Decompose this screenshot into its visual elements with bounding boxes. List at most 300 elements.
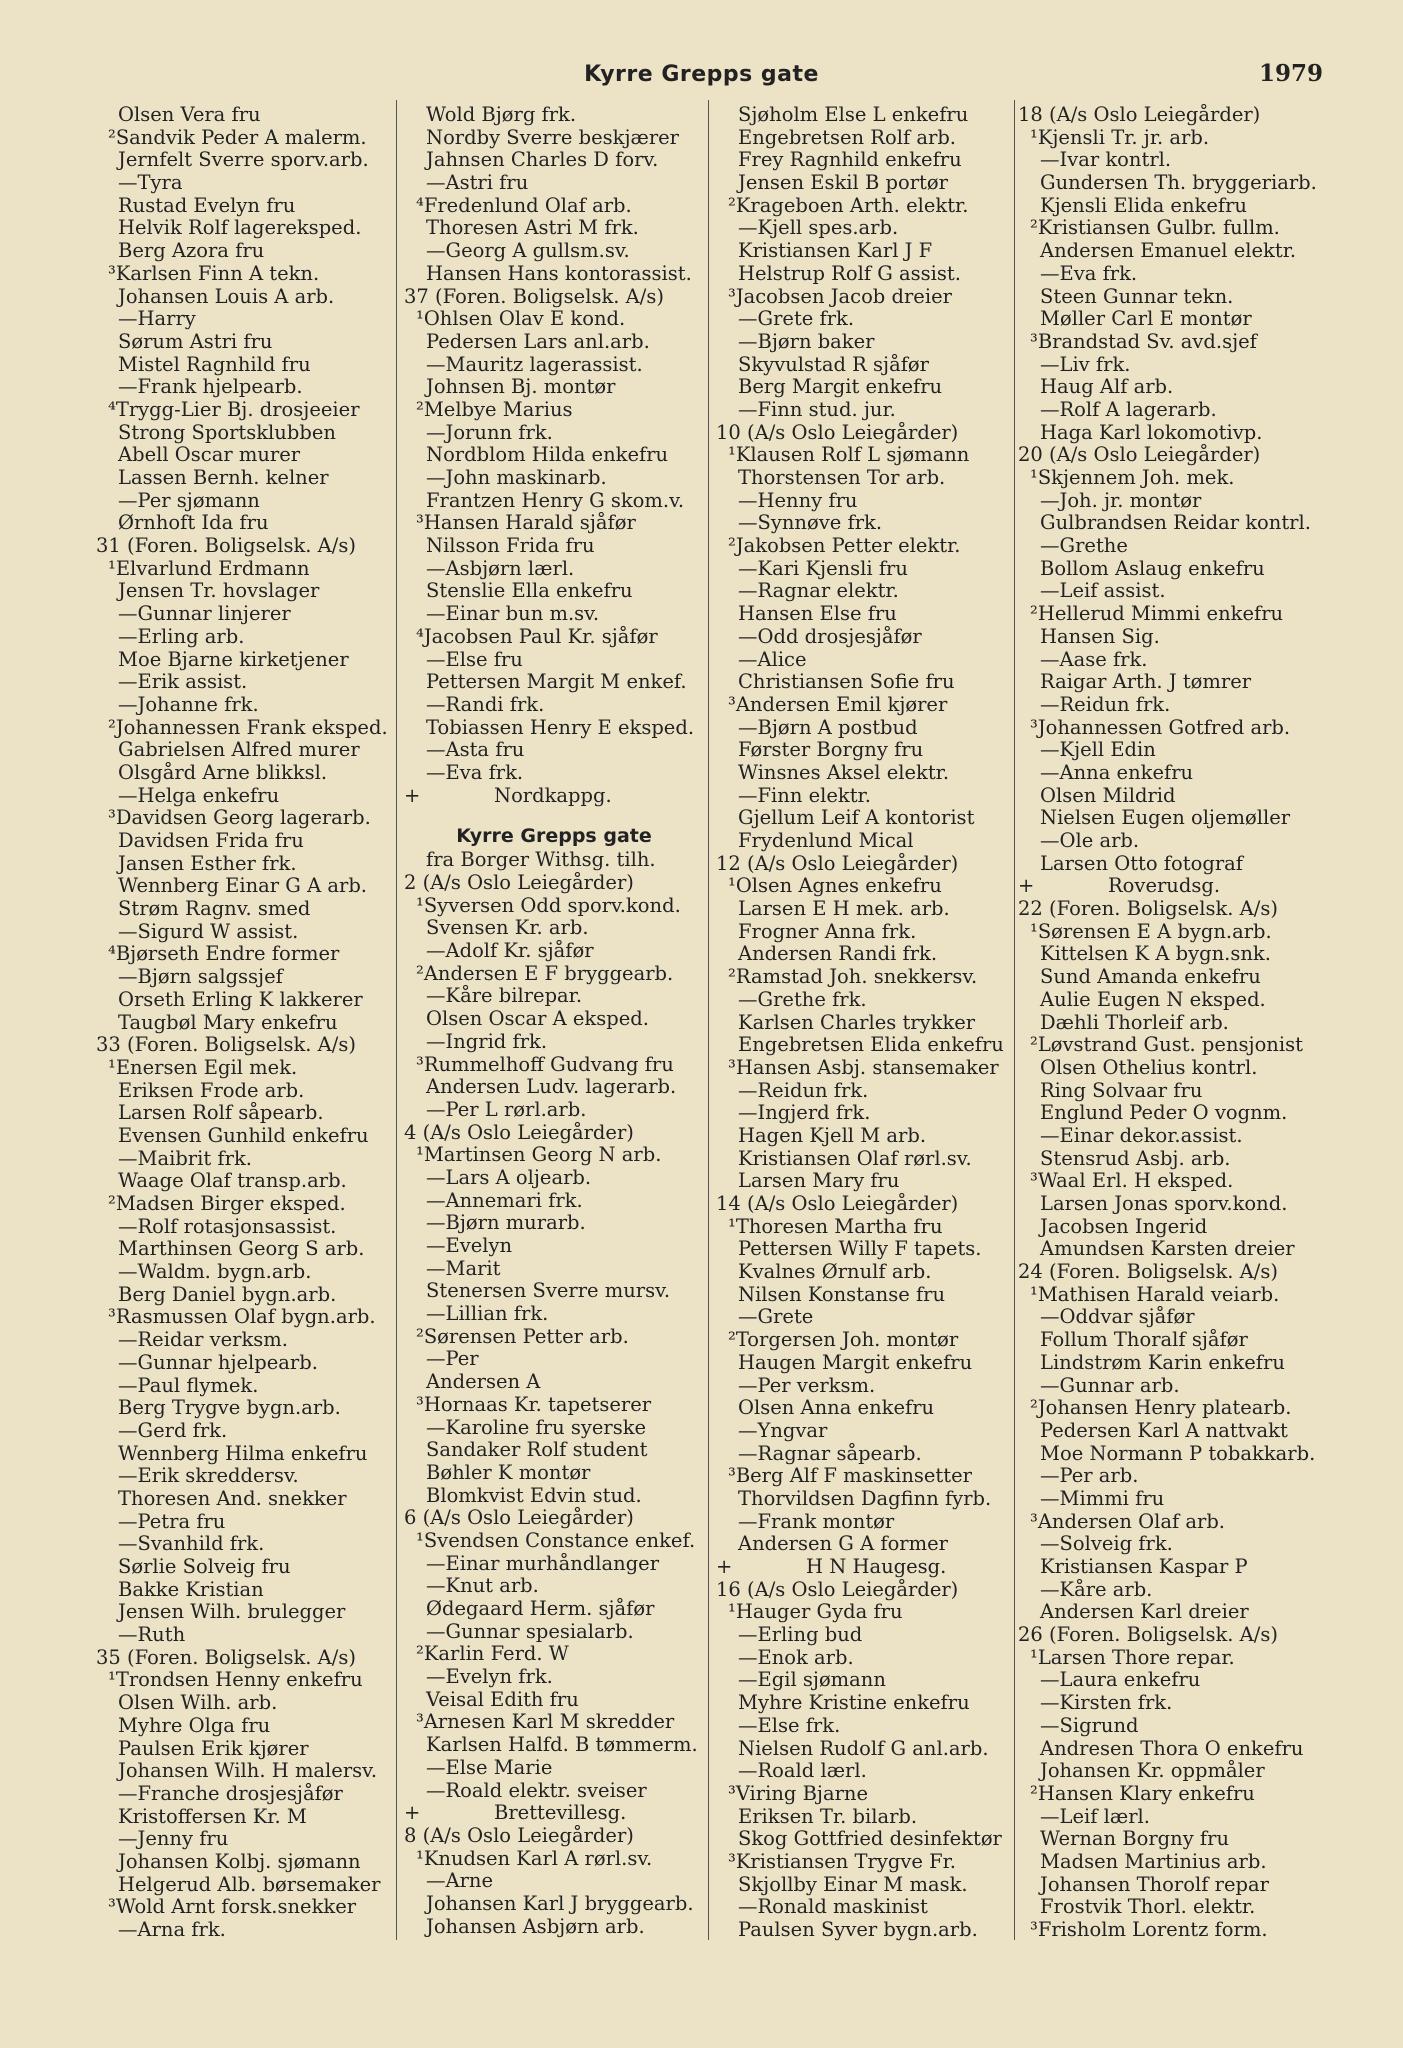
resident-entry: ¹Kjensli Tr. jr. arb. [1030, 126, 1210, 149]
resident-entry: —Erling bud [738, 1624, 863, 1647]
resident-entry: —Ronald maskinist [738, 1896, 928, 1919]
house-number-entry: 18 (A/s Oslo Leiegårder) [1018, 104, 1261, 126]
resident-entry: Olsgård Arne blikksl. [118, 761, 328, 784]
resident-entry: Davidsen Frida fru [118, 830, 304, 852]
resident-entry: Steen Gunnar tekn. [1040, 285, 1234, 308]
house-number-entry: 26 (Foren. Boligselsk. A/s) [1018, 1624, 1278, 1647]
resident-entry: ³Waal Erl. H eksped. [1030, 1170, 1234, 1193]
resident-entry: Aulie Eugen N eksped. [1040, 988, 1266, 1011]
resident-entry: Helvik Rolf lagereksped. [118, 217, 362, 240]
resident-entry: —Gunnar arb. [1040, 1374, 1180, 1397]
resident-entry: —Eva frk. [1040, 262, 1138, 285]
resident-entry: ²Kristiansen Gulbr. fullm. [1030, 217, 1280, 240]
resident-entry: ³Wold Arnt forsk.snekker [108, 1896, 357, 1919]
running-title: Kyrre Grepps gate [584, 62, 819, 87]
resident-entry: Haugen Margit enkefru [738, 1351, 973, 1374]
resident-entry: Ørnhoft Ida fru [118, 512, 269, 535]
resident-entry: Hansen Sig. [1040, 625, 1160, 648]
resident-entry: —Bjørn baker [738, 330, 875, 353]
resident-entry: Strøm Ragnv. smed [118, 898, 311, 921]
house-number-entry: 8 (A/s Oslo Leiegårder) [404, 1824, 634, 1847]
resident-entry: Olsen Anna enkefru [738, 1397, 935, 1420]
resident-entry: ¹Knudsen Karl A rørl.sv. [416, 1847, 653, 1870]
resident-entry: Nordblom Hilda enkefru [426, 444, 669, 467]
resident-entry: Engebretsen Elida enkefru [738, 1034, 1004, 1057]
resident-entry: Nilsson Frida fru [426, 535, 595, 558]
cross-street [404, 785, 704, 808]
resident-entry: —Astri fru [426, 172, 529, 195]
resident-entry: Olsen Oscar A eksped. [426, 1008, 649, 1031]
resident-entry: —Einar bun m.sv. [426, 603, 600, 626]
resident-entry: Berg Daniel bygn.arb. [118, 1283, 337, 1306]
resident-entry: —Ragnar såpearb. [738, 1442, 922, 1465]
resident-entry: —Ivar kontrl. [1040, 149, 1172, 172]
resident-entry: —Knut arb. [426, 1575, 539, 1598]
resident-entry: Johansen Karl J bryggearb. [426, 1892, 694, 1915]
resident-entry: Helstrup Rolf G assist. [738, 262, 961, 285]
resident-entry: —Finn stud. jur. [738, 398, 896, 421]
resident-entry: Moe Bjarne kirketjener [118, 648, 349, 671]
resident-entry: Wold Bjørg frk. [426, 104, 577, 126]
cross-street-name: Brettevillesg. [494, 1802, 627, 1825]
resident-entry: ³Hansen Harald sjåfør [416, 512, 636, 535]
resident-entry: Skjollby Einar M mask. [738, 1873, 968, 1896]
resident-entry: ¹Martinsen Georg N arb. [416, 1144, 662, 1167]
resident-entry: —Odd drosjesjåfør [738, 625, 922, 648]
resident-entry: ⁴Trygg-Lier Bj. drosjeeier [108, 398, 360, 421]
resident-entry: Pedersen Lars anl.arb. [426, 330, 650, 353]
resident-entry: —Lars A oljearb. [426, 1166, 592, 1189]
resident-entry: —Erik skreddersv. [118, 1465, 299, 1488]
column-rule [708, 100, 709, 1940]
resident-entry: Karlsen Charles trykker [738, 1011, 976, 1034]
resident-entry: Stensrud Asbj. arb. [1040, 1147, 1231, 1170]
resident-entry: —Bjørn A postbud [738, 716, 918, 739]
resident-entry: ⁴Fredenlund Olaf arb. [416, 194, 632, 217]
resident-entry: ²Løvstrand Gust. pensjonist [1030, 1034, 1303, 1057]
resident-entry: ¹Thoresen Martha fru [728, 1215, 943, 1238]
house-number-entry: 35 (Foren. Boligselsk. A/s) [96, 1646, 356, 1669]
resident-entry: Wernan Borgny fru [1040, 1828, 1230, 1851]
resident-entry: Frostvik Thorl. elektr. [1040, 1896, 1256, 1919]
resident-entry: ²Karlin Ferd. W [416, 1643, 569, 1666]
house-number-entry: 37 (Foren. Boligselsk. A/s) [404, 285, 664, 308]
resident-entry: Larsen E H mek. arb. [738, 898, 950, 921]
resident-entry: —Oddvar sjåfør [1040, 1306, 1195, 1329]
resident-entry: Helgerud Alb. børsemaker [118, 1873, 381, 1896]
resident-entry: Skog Gottfried desinfektør [738, 1828, 1002, 1851]
resident-entry: —Reidun frk. [1040, 693, 1171, 716]
resident-entry: —Maibrit frk. [118, 1147, 252, 1170]
resident-entry: Kvalnes Ørnulf arb. [738, 1261, 932, 1284]
resident-entry: Marthinsen Georg S arb. [118, 1238, 365, 1261]
page-number: 1979 [1258, 60, 1323, 87]
resident-entry: ¹Elvarlund Erdmann [108, 557, 310, 580]
resident-entry: Gundersen Th. bryggeriarb. [1040, 172, 1317, 195]
column-3 [716, 104, 1018, 1944]
page-header [0, 54, 1403, 94]
resident-entry: ³Johannessen Gotfred arb. [1030, 716, 1291, 739]
resident-entry: —Roald lærl. [738, 1760, 867, 1783]
resident-entry: ³Andersen Olaf arb. [1030, 1510, 1225, 1533]
resident-entry: Taugbøl Mary enkefru [118, 1011, 338, 1034]
resident-entry: —Randi frk. [426, 693, 545, 716]
resident-entry: Svensen Kr. arb. [426, 917, 589, 940]
resident-entry: —Mauritz lagerassist. [426, 353, 643, 376]
street-heading: Kyrre Grepps gate [456, 825, 652, 848]
house-number-entry: 22 (Foren. Boligselsk. A/s) [1018, 898, 1278, 921]
resident-entry: —Kåre bilrepar. [426, 985, 583, 1008]
resident-entry: Berg Trygve bygn.arb. [118, 1397, 341, 1420]
house-number-entry: 4 (A/s Oslo Leiegårder) [404, 1121, 634, 1144]
resident-entry: ¹Sørensen E A bygn.arb. [1030, 920, 1272, 943]
resident-entry: —Ruth [118, 1624, 186, 1647]
resident-entry: Nordby Sverre beskjærer [426, 126, 680, 149]
house-number-entry: 20 (A/s Oslo Leiegårder) [1018, 444, 1261, 467]
resident-entry: ¹Klausen Rolf L sjømann [728, 444, 970, 467]
resident-entry: —Aase frk. [1040, 648, 1148, 671]
resident-entry: Waage Olaf transp.arb. [118, 1170, 347, 1193]
resident-entry: —Waldm. bygn.arb. [118, 1261, 312, 1284]
resident-entry: ²Jakobsen Petter elektr. [728, 535, 961, 558]
resident-entry: Thorstensen Tor arb. [738, 467, 946, 489]
resident-entry: fra Borger Withsg. tilh. [426, 849, 656, 872]
resident-entry: ²Krageboen Arth. elektr. [728, 194, 969, 217]
resident-entry: ⁴Jacobsen Paul Kr. sjåfør [416, 625, 658, 648]
resident-entry: —Evelyn [426, 1235, 513, 1257]
resident-entry: —Yngvar [738, 1419, 828, 1442]
resident-entry: Nielsen Eugen oljemøller [1040, 807, 1291, 830]
resident-entry: —Grethe frk. [738, 988, 867, 1011]
resident-entry: —Roald elektr. sveiser [426, 1779, 647, 1802]
resident-entry: ²Johansen Henry platearb. [1030, 1397, 1292, 1420]
resident-entry: —Kari Kjensli fru [738, 557, 908, 580]
resident-entry: Jacobsen Ingerid [1040, 1215, 1208, 1238]
house-number-entry: 10 (A/s Oslo Leiegårder) [716, 421, 959, 444]
resident-entry: Christiansen Sofie fru [738, 671, 955, 694]
resident-entry: Olsen Mildrid [1040, 784, 1176, 807]
resident-entry: —Ingjerd frk. [738, 1102, 871, 1125]
resident-entry: Hagen Kjell M arb. [738, 1124, 927, 1147]
resident-entry: Johansen Kolbj. sjømann [118, 1850, 361, 1873]
column-rule [396, 100, 397, 1940]
resident-entry: ¹Olsen Agnes enkefru [728, 875, 942, 898]
resident-entry: Nielsen Rudolf G anl.arb. [738, 1737, 989, 1760]
resident-entry: Skyvulstad R sjåfør [738, 353, 929, 376]
resident-entry: Lindstrøm Karin enkefru [1040, 1351, 1285, 1374]
resident-entry: —Marit [426, 1257, 501, 1280]
resident-entry: ³Brandstad Sv. avd.sjef [1030, 330, 1257, 353]
resident-entry: —Evelyn frk. [426, 1666, 553, 1689]
house-number-entry: 2 (A/s Oslo Leiegårder) [404, 872, 634, 894]
crossing-icon: + [404, 1802, 421, 1825]
resident-entry: Blomkvist Edvin stud. [426, 1484, 642, 1507]
resident-entry: —Asbjørn lærl. [426, 557, 575, 580]
resident-entry: Larsen Mary fru [738, 1170, 900, 1193]
resident-entry: —Kjell Edin [1040, 739, 1156, 762]
resident-entry: —Grete [738, 1306, 814, 1329]
resident-entry: Rustad Evelyn fru [118, 194, 296, 217]
resident-entry: —Asta fru [426, 739, 525, 762]
resident-entry: Ring Solvaar fru [1040, 1079, 1203, 1102]
resident-entry: Kristiansen Olaf rørl.sv. [738, 1147, 972, 1170]
resident-entry: —Helga enkefru [118, 784, 280, 807]
resident-entry: ¹Mathisen Harald veiarb. [1030, 1283, 1280, 1306]
resident-entry: Kjensli Elida enkefru [1040, 194, 1247, 217]
resident-entry: Sjøholm Else L enkefru [738, 104, 969, 126]
resident-entry: ¹Ohlsen Olav E kond. [416, 308, 626, 331]
resident-entry: Wennberg Hilma enkefru [118, 1442, 368, 1465]
resident-entry: —Else Marie [426, 1756, 553, 1779]
resident-entry: Engebretsen Rolf arb. [738, 126, 957, 149]
resident-entry: —Finn elektr. [738, 784, 871, 807]
resident-entry: Sørum Astri fru [118, 330, 273, 353]
resident-entry: Johansen Louis A arb. [118, 285, 335, 308]
resident-entry: Jahnsen Charles D forv. [426, 149, 659, 172]
resident-entry: ³Hornaas Kr. tapetserer [416, 1393, 652, 1416]
resident-entry: ²Ramstad Joh. snekkersv. [728, 966, 978, 989]
resident-entry: Evensen Gunhild enkefru [118, 1124, 369, 1147]
resident-entry: ³Berg Alf F maskinsetter [728, 1465, 972, 1488]
resident-entry: —Ragnar elektr. [738, 580, 899, 603]
resident-entry: Hansen Else fru [738, 603, 897, 626]
resident-entry: Larsen Jonas sporv.kond. [1040, 1193, 1288, 1215]
resident-entry: Ødegaard Herm. sjåfør [426, 1598, 655, 1620]
resident-entry: Berg Azora fru [118, 240, 265, 263]
column-4 [1018, 104, 1348, 1944]
resident-entry: —Einar dekor.assist. [1040, 1124, 1243, 1147]
resident-entry: —Harry [118, 308, 196, 331]
resident-entry: —Adolf Kr. sjåfør [426, 940, 594, 963]
house-number-entry: 12 (A/s Oslo Leiegårder) [716, 852, 959, 875]
resident-entry: Lassen Bernh. kelner [118, 467, 329, 489]
resident-entry: ³Arnesen Karl M skredder [416, 1711, 675, 1734]
resident-entry: —Ingrid frk. [426, 1030, 548, 1053]
column-2 [404, 104, 704, 1944]
resident-entry: —Per [426, 1348, 479, 1371]
resident-entry: —Frank montør [738, 1510, 895, 1533]
resident-entry: —Rolf A lagerarb. [1040, 398, 1217, 421]
resident-entry: —Rolf rotasjonsassist. [118, 1215, 337, 1238]
resident-entry: ²Madsen Birger eksped. [108, 1193, 346, 1215]
resident-entry: —Sigrund [1040, 1714, 1139, 1737]
resident-entry: ³Viring Bjarne [728, 1782, 869, 1805]
resident-entry: ³Rasmussen Olaf bygn.arb. [108, 1306, 376, 1329]
resident-entry: Hansen Hans kontorassist. [426, 262, 692, 285]
resident-entry: —Lillian frk. [426, 1303, 549, 1326]
resident-entry: —Svanhild frk. [118, 1533, 265, 1556]
house-number-entry: 16 (A/s Oslo Leiegårder) [716, 1578, 959, 1601]
resident-entry: ⁴Bjørseth Endre former [108, 943, 340, 966]
resident-entry: —Per sjømann [118, 489, 260, 512]
resident-entry: Amundsen Karsten dreier [1040, 1238, 1295, 1261]
resident-entry: Orseth Erling K lakkerer [118, 988, 363, 1011]
resident-entry: ²Sandvik Peder A malerm. [108, 126, 367, 149]
resident-entry: —Erik assist. [118, 671, 248, 694]
cross-street-name: Nordkappg. [494, 784, 612, 807]
resident-entry: Abell Oscar murer [118, 444, 301, 467]
house-number-entry: 14 (A/s Oslo Leiegårder) [716, 1193, 959, 1215]
resident-entry: Gabrielsen Alfred murer [118, 739, 360, 762]
resident-entry: Sørlie Solveig fru [118, 1556, 291, 1578]
resident-entry: —Henny fru [738, 489, 858, 512]
resident-entry: ²Andersen E F bryggearb. [416, 962, 674, 985]
resident-entry: —Paul flymek. [118, 1374, 259, 1397]
resident-entry: Moe Normann P tobakkarb. [1040, 1442, 1316, 1465]
resident-entry: —Kirsten frk. [1040, 1692, 1173, 1715]
resident-entry: Mistel Ragnhild fru [118, 353, 311, 376]
resident-entry: Eriksen Frode arb. [118, 1079, 305, 1102]
resident-entry: —Enok arb. [738, 1646, 854, 1669]
resident-entry: —Ole arb. [1040, 830, 1140, 852]
resident-entry: —Kåre arb. [1040, 1578, 1153, 1601]
resident-entry: —Grethe [1040, 535, 1128, 558]
resident-entry: ³Davidsen Georg lagerarb. [108, 807, 371, 830]
resident-entry: —Bjørn murarb. [426, 1212, 586, 1235]
resident-entry: Kristiansen Kaspar P [1040, 1556, 1248, 1578]
resident-entry: —Erling arb. [118, 625, 245, 648]
resident-entry: Møller Carl E montør [1040, 308, 1252, 331]
resident-entry: —Jenny fru [118, 1828, 229, 1851]
resident-entry: Jensen Wilh. brulegger [118, 1601, 346, 1624]
resident-entry: Andersen Randi frk. [738, 943, 938, 966]
resident-entry: —Sigurd W assist. [118, 920, 299, 943]
resident-entry: —Solveig frk. [1040, 1533, 1173, 1556]
resident-entry: Gulbrandsen Reidar kontrl. [1040, 512, 1311, 535]
resident-entry: —Reidar verksm. [118, 1329, 288, 1352]
resident-entry: —Alice [738, 648, 807, 671]
resident-entry: —Gunnar spesialarb. [426, 1620, 634, 1643]
resident-entry: —Gerd frk. [118, 1419, 228, 1442]
resident-entry: Thoresen Astri M frk. [426, 217, 639, 240]
resident-entry: —Karoline fru syerske [426, 1416, 647, 1439]
resident-entry: ²Melbye Marius [416, 398, 573, 421]
resident-entry: Berg Margit enkefru [738, 376, 943, 399]
resident-entry: ²Hellerud Mimmi enkefru [1030, 603, 1284, 626]
resident-entry: —Leif lærl. [1040, 1805, 1150, 1828]
resident-entry: Gjellum Leif A kontorist [738, 807, 975, 830]
resident-entry: Thorvildsen Dagfinn fyrb. [738, 1487, 992, 1510]
resident-entry: Johansen Kr. oppmåler [1040, 1760, 1265, 1783]
resident-entry: Olsen Othelius kontrl. [1040, 1056, 1258, 1079]
resident-entry: —Grete frk. [738, 308, 855, 331]
resident-entry: —Gunnar hjelpearb. [118, 1351, 318, 1374]
cross-street [404, 1802, 704, 1825]
resident-entry: Thoresen And. snekker [118, 1487, 347, 1510]
resident-entry: Olsen Wilh. arb. [118, 1692, 278, 1715]
resident-entry: Sund Amanda enkefru [1040, 966, 1261, 989]
resident-entry: —Per arb. [1040, 1465, 1139, 1488]
resident-entry: —Franche drosjesjåfør [118, 1782, 343, 1805]
resident-entry: Andresen Thora O enkefru [1040, 1737, 1304, 1760]
cross-street-name: H N Haugesg. [806, 1556, 947, 1578]
resident-entry: ²Torgersen Joh. montør [728, 1329, 959, 1352]
resident-entry: Frey Ragnhild enkefru [738, 149, 962, 172]
resident-entry: —Frank hjelpearb. [118, 376, 303, 399]
resident-entry: —Gunnar linjerer [118, 603, 291, 626]
resident-entry: —Mimmi fru [1040, 1487, 1165, 1510]
resident-entry: Paulsen Erik kjører [118, 1737, 309, 1760]
resident-entry: Johansen Asbjørn arb. [426, 1915, 645, 1938]
resident-entry: ³Karlsen Finn A tekn. [108, 262, 320, 285]
resident-entry: —Georg A gullsm.sv. [426, 240, 630, 263]
resident-entry: ³Jacobsen Jacob dreier [728, 285, 952, 308]
resident-entry: Paulsen Syver bygn.arb. [738, 1919, 978, 1941]
resident-entry: —Kjell spes.arb. [738, 217, 899, 240]
resident-entry: Bøhler K montør [426, 1461, 591, 1484]
resident-entry: Haga Karl lokomotivp. [1040, 421, 1263, 444]
cross-street-name: Roverudsg. [1108, 875, 1221, 898]
resident-entry: —Liv frk. [1040, 353, 1131, 376]
resident-entry: Kristiansen Karl J F [738, 240, 933, 263]
resident-entry: Kristoffersen Kr. M [118, 1805, 307, 1828]
resident-entry: Pettersen Willy F tapets. [738, 1238, 982, 1261]
resident-entry: —Arne [426, 1870, 494, 1893]
resident-entry: ¹Enersen Egil mek. [108, 1056, 298, 1079]
resident-entry: Wennberg Einar G A arb. [118, 875, 367, 898]
resident-entry: ³Rummelhoff Gudvang fru [416, 1053, 674, 1076]
resident-entry: ¹Trondsen Henny enkefru [108, 1669, 363, 1692]
resident-entry: —Else fru [426, 648, 523, 671]
resident-entry: Jensen Tr. hovslager [118, 580, 320, 603]
resident-entry: Raigar Arth. J tømrer [1040, 671, 1252, 694]
resident-entry: ³Kristiansen Trygve Fr. [728, 1850, 957, 1873]
resident-entry: —Bjørn salgssjef [118, 966, 283, 989]
cross-street [716, 1556, 1018, 1579]
resident-entry: Dæhli Thorleif arb. [1040, 1011, 1229, 1034]
resident-entry: Follum Thoralf sjåfør [1040, 1329, 1248, 1352]
resident-entry: ³Hansen Asbj. stansemaker [728, 1056, 999, 1079]
resident-entry: Jansen Esther frk. [118, 852, 297, 875]
resident-entry: ¹Svendsen Constance enkef. [416, 1529, 696, 1552]
column-1 [96, 104, 390, 1944]
resident-entry: Tobiassen Henry E eksped. [426, 716, 695, 739]
resident-entry: —Einar murhåndlanger [426, 1552, 660, 1575]
crossing-icon: + [1018, 875, 1035, 898]
resident-entry: —Tyra [118, 172, 183, 195]
resident-entry: Larsen Otto fotograf [1040, 852, 1243, 875]
resident-entry: Johnsen Bj. montør [426, 376, 616, 399]
resident-entry: —Else frk. [738, 1714, 841, 1737]
resident-entry: Andersen G A former [738, 1533, 948, 1556]
resident-entry: Andersen Ludv. lagerarb. [426, 1076, 677, 1099]
resident-entry: ³Andersen Emil kjører [728, 693, 948, 716]
resident-entry: —Eva frk. [426, 761, 524, 784]
resident-entry: Haug Alf arb. [1040, 376, 1174, 399]
house-number-entry: 33 (Foren. Boligselsk. A/s) [96, 1034, 356, 1057]
resident-entry: —Anna enkefru [1040, 761, 1194, 784]
resident-entry: ²Johannessen Frank eksped. [108, 716, 388, 739]
resident-entry: Andersen Karl dreier [1040, 1601, 1249, 1624]
resident-entry: ²Sørensen Petter arb. [416, 1325, 629, 1348]
resident-entry: Madsen Martinius arb. [1040, 1850, 1267, 1873]
resident-entry: —Synnøve frk. [738, 512, 883, 535]
resident-entry: —Petra fru [118, 1510, 226, 1533]
resident-entry: —Joh. jr. montør [1040, 489, 1202, 512]
resident-entry: Jensen Eskil B portør [738, 172, 948, 195]
resident-entry: Sandaker Rolf student [426, 1439, 648, 1462]
resident-entry: Veisal Edith fru [426, 1688, 579, 1711]
resident-entry: —Egil sjømann [738, 1669, 886, 1692]
resident-entry: Pedersen Karl A nattvakt [1040, 1419, 1288, 1442]
house-number-entry: 31 (Foren. Boligselsk. A/s) [96, 535, 356, 558]
resident-entry: ¹Hauger Gyda fru [728, 1601, 903, 1624]
resident-entry: Bollom Aslaug enkefru [1040, 557, 1265, 580]
house-number-entry: 6 (A/s Oslo Leiegårder) [404, 1507, 634, 1530]
resident-entry: Myhre Olga fru [118, 1714, 271, 1737]
resident-entry: Stenersen Sverre mursv. [426, 1280, 671, 1303]
resident-entry: —Arna frk. [118, 1919, 226, 1941]
